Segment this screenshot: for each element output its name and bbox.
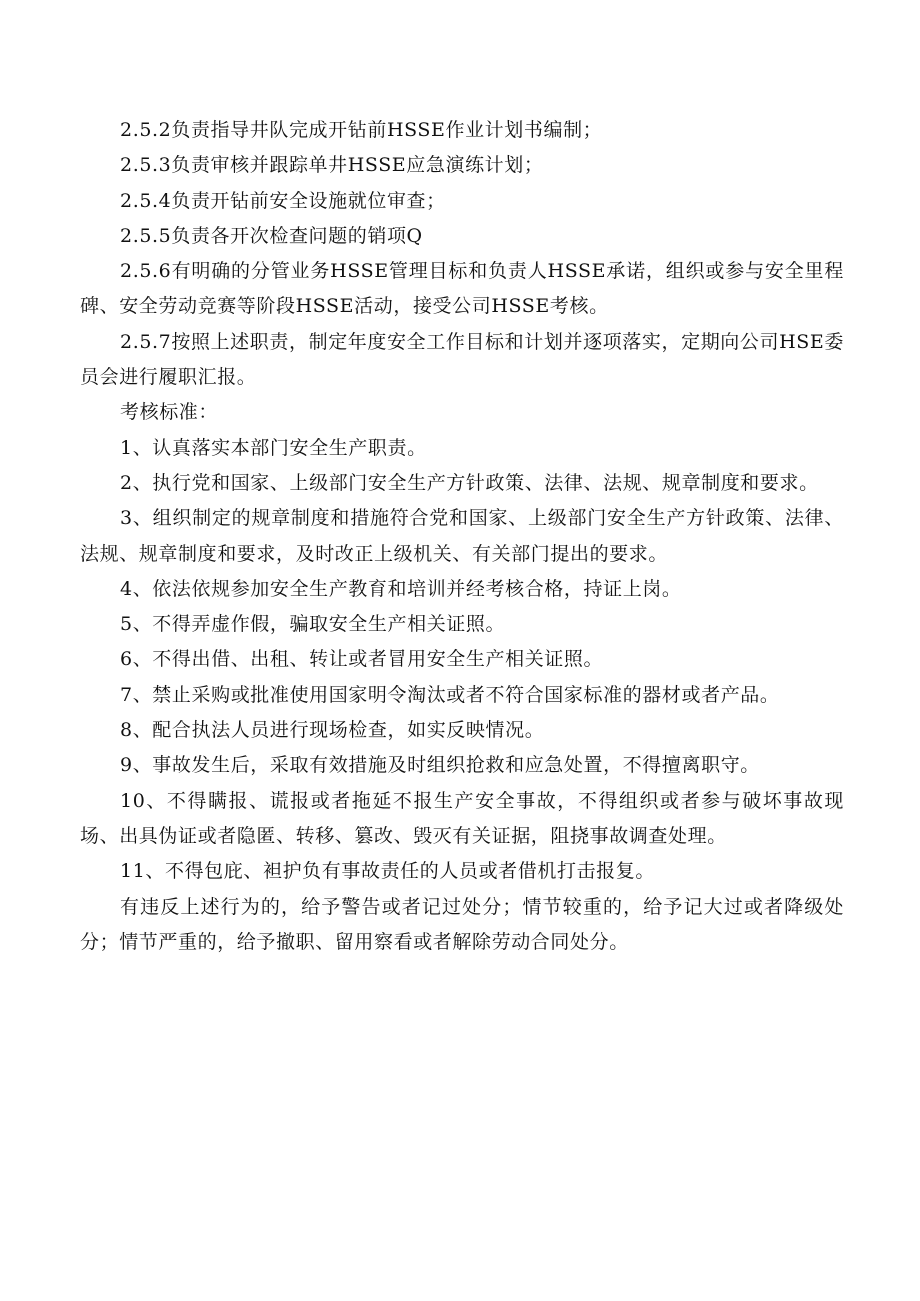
assessment-item-9: 9、事故发生后，采取有效措施及时组织抢救和应急处置，不得擅离职守。 xyxy=(120,754,760,777)
assessment-item-8: 8、配合执法人员进行现场检查，如实反映情况。 xyxy=(120,719,545,742)
assessment-item-11: 11、不得包庇、袒护负有事故责任的人员或者借机打击报复。 xyxy=(120,860,655,883)
clause-2-5-7: 2.5.7按照上述职责，制定年度安全工作目标和计划并逐项落实，定期向公司HSE委员会进行履职汇报。 xyxy=(80,330,844,389)
assessment-item-1: 1、认真落实本部门安全生产职责。 xyxy=(120,436,427,459)
assessment-item-3: 3、组织制定的规章制度和措施符合党和国家、上级部门安全生产方针政策、法律、法规、规章制度和要求，及时改正上级机关、有关部门提出的要求。 xyxy=(80,507,844,565)
clause-2-5-6: 2.5.6有明确的分管业务HSSE管理目标和负责人HSSE承诺，组织或参与安全里程碑、安全劳动竞赛等阶段HSSE活动，接受公司HSSE考核。 xyxy=(80,260,844,318)
clause-2-5-3: 2.5.3负责审核并跟踪单井HSSE应急演练计划； xyxy=(120,154,544,177)
clause-2-5-4: 2.5.4负责开钻前安全设施就位审查； xyxy=(120,189,446,212)
clause-2-5-2: 2.5.2负责指导井队完成开钻前HSSE作业计划书编制； xyxy=(120,119,603,141)
clause-2-5-5: 2.5.5负责各开次检查问题的销项Q xyxy=(120,224,423,247)
assessment-item-4: 4、依法依规参加安全生产教育和培训并经考核合格，持证上岗。 xyxy=(120,577,682,600)
assessment-item-10: 10、不得瞒报、谎报或者拖延不报生产安全事故，不得组织或者参与破坏事故现场、出具伪证或者隐匿、转移、篡改、毁灭有关证据，阻挠事故调查处理。 xyxy=(80,789,844,847)
penalty-paragraph: 有违反上述行为的，给予警告或者记过处分；情节较重的，给予记大过或者降级处分；情节严重的，给予撤职、留用察看或者解除劳动合同处分。 xyxy=(80,895,844,953)
assessment-item-2: 2、执行党和国家、上级部门安全生产方针政策、法律、法规、规章制度和要求。 xyxy=(120,471,819,494)
assessment-item-7: 7、禁止采购或批准使用国家明令淘汰或者不符合国家标准的器材或者产品。 xyxy=(120,683,780,706)
assessment-item-5: 5、不得弄虚作假，骗取安全生产相关证照。 xyxy=(120,613,506,636)
assessment-heading: 考核标准： xyxy=(120,401,219,424)
assessment-item-6: 6、不得出借、出租、转让或者冒用安全生产相关证照。 xyxy=(120,648,604,671)
document-body xyxy=(80,113,844,960)
